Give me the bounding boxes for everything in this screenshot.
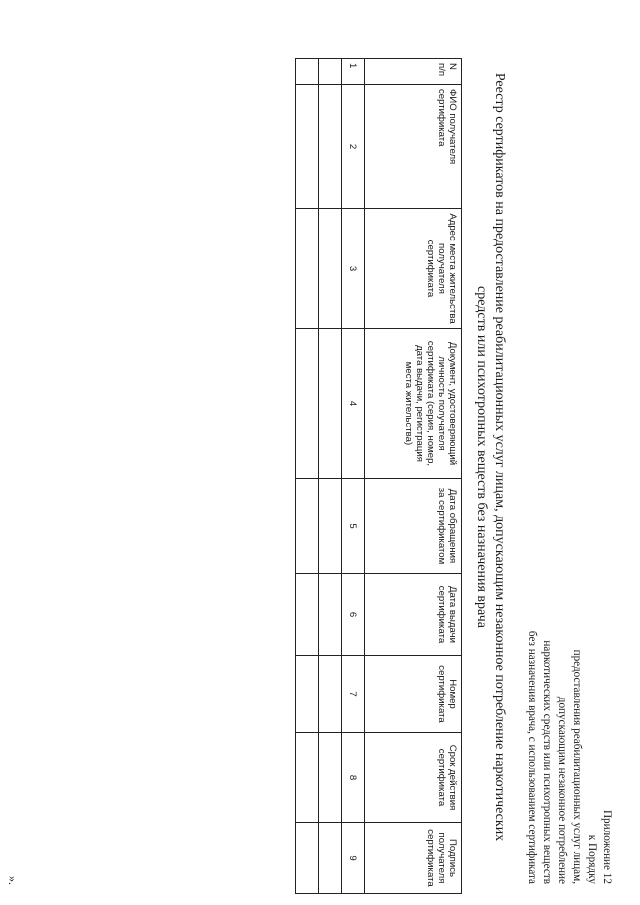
appendix-line: предоставления реабилитационных услуг лицам,: [571, 649, 583, 884]
header-cell-validity: Срок действия сертификата: [365, 733, 462, 823]
numbering-cell: 1: [342, 59, 365, 85]
table-row: [319, 59, 342, 894]
table-cell: [319, 59, 342, 85]
table-cell: [319, 479, 342, 574]
table-cell: [296, 656, 319, 733]
closing-quote: ».: [6, 876, 20, 885]
table-row: [296, 59, 319, 894]
table-cell: [319, 209, 342, 329]
table-cell: [319, 574, 342, 656]
header-row: [365, 59, 462, 894]
numbering-cell: 9: [342, 823, 365, 894]
header-cell-number: N п/п: [365, 59, 462, 85]
header-cell-signature: Подпись получателя сертификата: [365, 823, 462, 894]
table-cell: [319, 733, 342, 823]
numbering-cell: 5: [342, 479, 365, 574]
header-cell-id-document: Документ, удостоверяющий личность получателя сертификата (серия, номер, дата выдачи, регистрация места жительства): [365, 329, 462, 479]
registry-table: [295, 58, 462, 894]
table-cell: [319, 85, 342, 209]
document-title: [472, 52, 508, 862]
table-cell: [296, 479, 319, 574]
table-cell: [319, 823, 342, 894]
title-line-1: Реестр сертификатов на предоставление реабилитационных услуг лицам, допускающим незаконное потребление наркотических: [492, 72, 507, 842]
header-cell-issue-date: Дата выдачи сертификата: [365, 574, 462, 656]
appendix-header: [524, 544, 614, 884]
appendix-line: наркотических средств или психотропных веществ: [541, 640, 553, 884]
table-cell: [319, 656, 342, 733]
table-cell: [296, 59, 319, 85]
table-cell: [296, 85, 319, 209]
appendix-line: без назначения врача, с использованием сертификата: [526, 630, 538, 884]
header-cell-request-date: Дата обращения за сертификатом: [365, 479, 462, 574]
numbering-cell: 7: [342, 656, 365, 733]
numbering-cell: 6: [342, 574, 365, 656]
numbering-cell: 3: [342, 209, 365, 329]
title-line-2: средств или психотропных веществ без назначения врача: [474, 286, 489, 628]
table-cell: [296, 733, 319, 823]
appendix-line: к Порядку: [586, 834, 598, 884]
numbering-cell: 4: [342, 329, 365, 479]
table-cell: [296, 209, 319, 329]
numbering-cell: 2: [342, 85, 365, 209]
table-cell: [296, 574, 319, 656]
appendix-line: Приложение 12: [601, 809, 613, 884]
table-cell: [319, 329, 342, 479]
numbering-row: [342, 59, 365, 894]
header-cell-full-name: ФИО получателя сертификата: [365, 85, 462, 209]
table-cell: [296, 823, 319, 894]
header-cell-address: Адрес места жительства получателя сертификата: [365, 209, 462, 329]
numbering-cell: 8: [342, 733, 365, 823]
header-cell-certificate-number: Номер сертификата: [365, 656, 462, 733]
table-cell: [296, 329, 319, 479]
appendix-line: допускающим незаконное потребление: [556, 696, 568, 884]
